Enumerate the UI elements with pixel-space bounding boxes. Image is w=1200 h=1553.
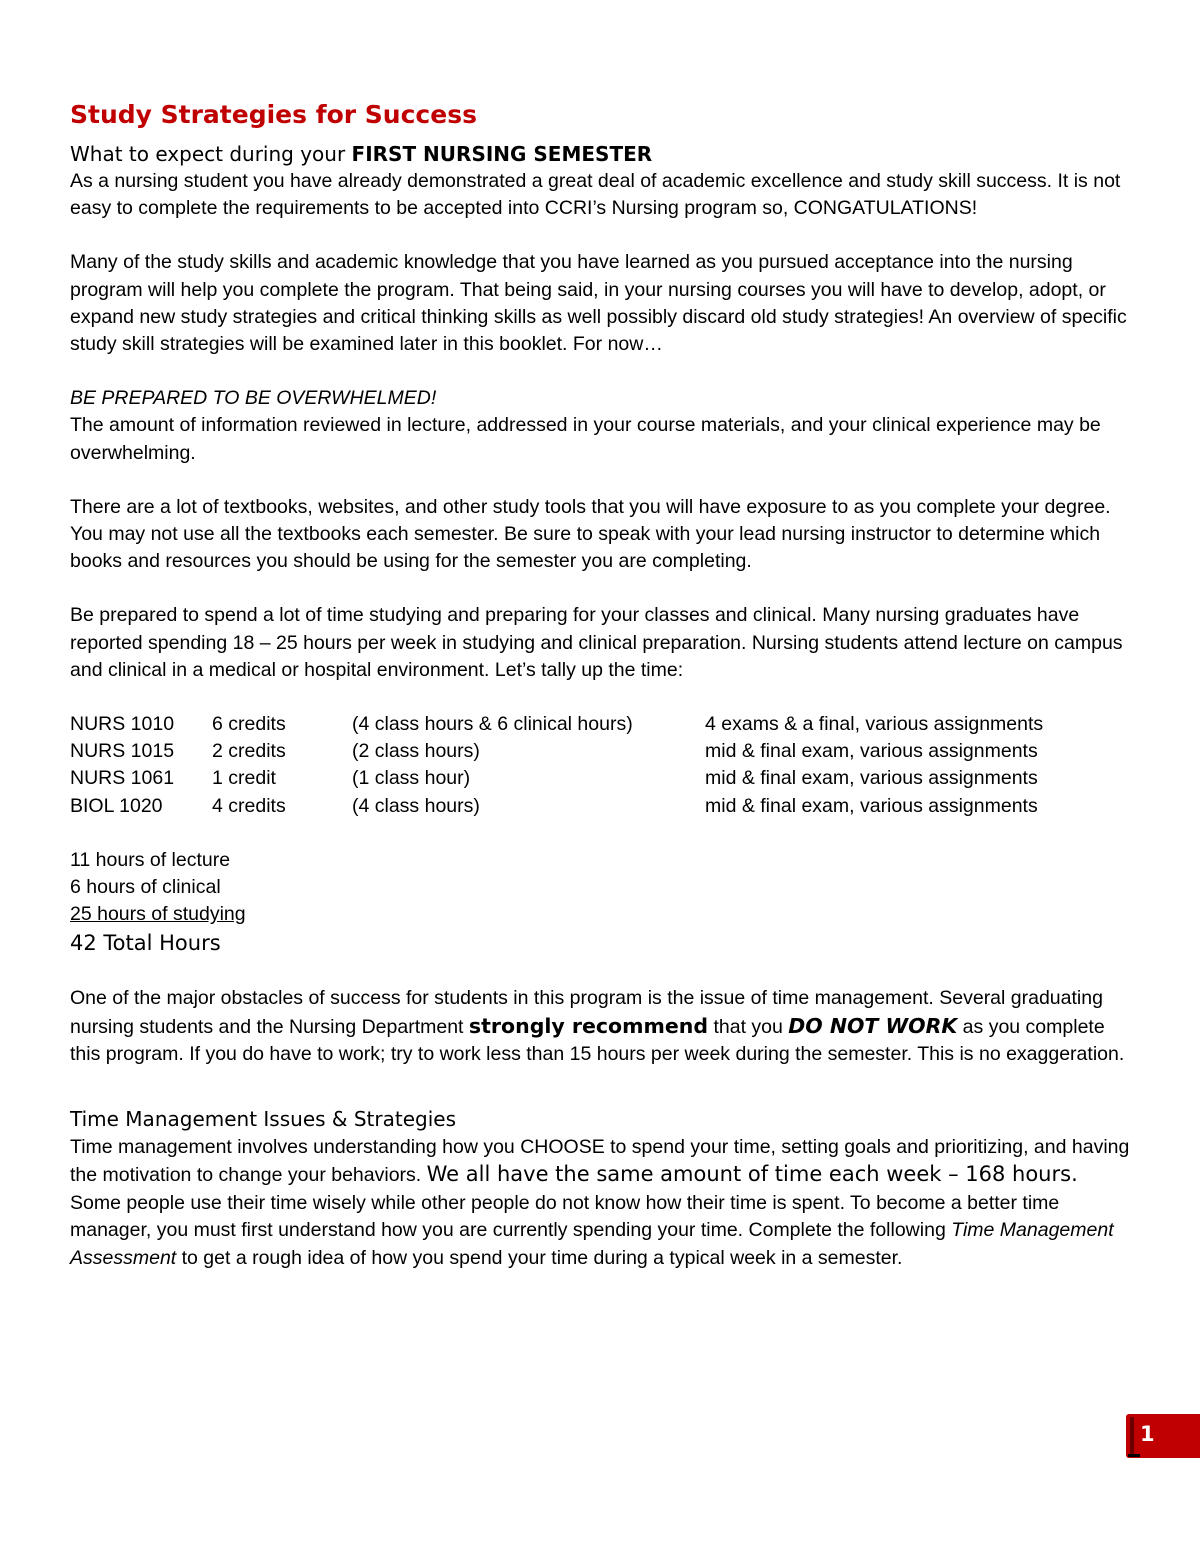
course-exams: 4 exams & a final, various assignments [705,713,1044,736]
page-title: Study Strategies for Success [70,100,477,129]
course-code: NURS 1061 [70,767,175,790]
overwhelmed-paragraph: The amount of information reviewed in lecture, addressed in your course materials, and your clinical experience may be overwhelming. [70,414,1101,464]
tally-lecture: 11 hours of lecture [70,848,231,871]
study-skills-paragraph: Many of the study skills and academic knowledge that you have learned as you pursued acceptance into the nursing program will help you complete the program. That being said, in your nursing courses you will have to develop, adopt, or expand new study strategies and critical thinking skills as well possibly discard old study strategies! An overview of specific study skill strategies will be examined later in this booklet. For now… [70,251,1127,356]
document-body [70,98,1130,1272]
section-subheading: What to expect during your FIRST NURSING SEMESTER [70,142,653,166]
course-hours: (4 class hours & 6 clinical hours) [352,713,633,736]
tally-total: 42 Total Hours [70,931,221,956]
course-hours: (4 class hours) [352,794,480,817]
course-exams: mid & final exam, various assignments [705,794,1038,817]
tally-studying: 25 hours of studying [70,903,246,926]
course-credits: 2 credits [212,740,286,763]
time-paragraph: Be prepared to spend a lot of time studying and preparing for your classes and clinical. Many nursing graduates have reported spending 18 – 25 hours per week in studying and clinical preparation. Nursing students attend lecture on campus and clinical in a medical or hospital environment. Let’s tally up the time: [70,604,1123,681]
time-management-paragraph: Time management involves understanding how you CHOOSE to spend your time, setting goals and prioritizing, and having the motivation to change your behaviors. We all have the same amount of time each week – 168 hours. Some people use their time wisely while other people do not know how their time is spent. To become a better time manager, you must first understand how you are currently spending your time. Complete the following Time Management Assessment to get a rough idea of how you spend your time during a typical week in a semester. [70,1136,1130,1269]
course-hours: (2 class hours) [352,740,480,763]
obstacles-paragraph: One of the major obstacles of success for students in this program is the issue of time management. Several graduating nursing students and the Nursing Department strongly recommend that you DO NOT WORK as you complete this program. If you do have to work; try to work less than 15 hours per week during the semester. This is no exaggeration. [70,987,1125,1065]
course-code: NURS 1015 [70,740,175,763]
course-credits: 1 credit [212,767,276,790]
intro-paragraph: As a nursing student you have already demonstrated a great deal of academic excellence and study skill success. It is not easy to complete the requirements to be accepted into CCRI’s Nursing program so, CONGATULATIONS! [70,170,1121,220]
time-management-heading: Time Management Issues & Strategies [70,1107,456,1132]
overwhelmed-heading: BE PREPARED TO BE OVERWHELMED! [70,387,437,410]
textbooks-paragraph: There are a lot of textbooks, websites, and other study tools that you will have exposure to as you complete your degree. You may not use all the textbooks each semester. Be sure to speak with your lead nursing instructor to determine which books and resources you should be using for the semester you are completing. [70,495,1111,573]
course-code: NURS 1010 [70,713,175,736]
page-number: 1 [1140,1422,1155,1446]
course-table [70,711,1130,820]
tally-clinical: 6 hours of clinical [70,876,221,899]
page-number-tab [1126,1414,1200,1458]
course-exams: mid & final exam, various assignments [705,767,1038,790]
course-credits: 4 credits [212,794,286,817]
course-exams: mid & final exam, various assignments [705,740,1038,763]
course-hours: (1 class hour) [352,767,471,790]
course-credits: 6 credits [212,713,286,736]
course-code: BIOL 1020 [70,794,163,817]
